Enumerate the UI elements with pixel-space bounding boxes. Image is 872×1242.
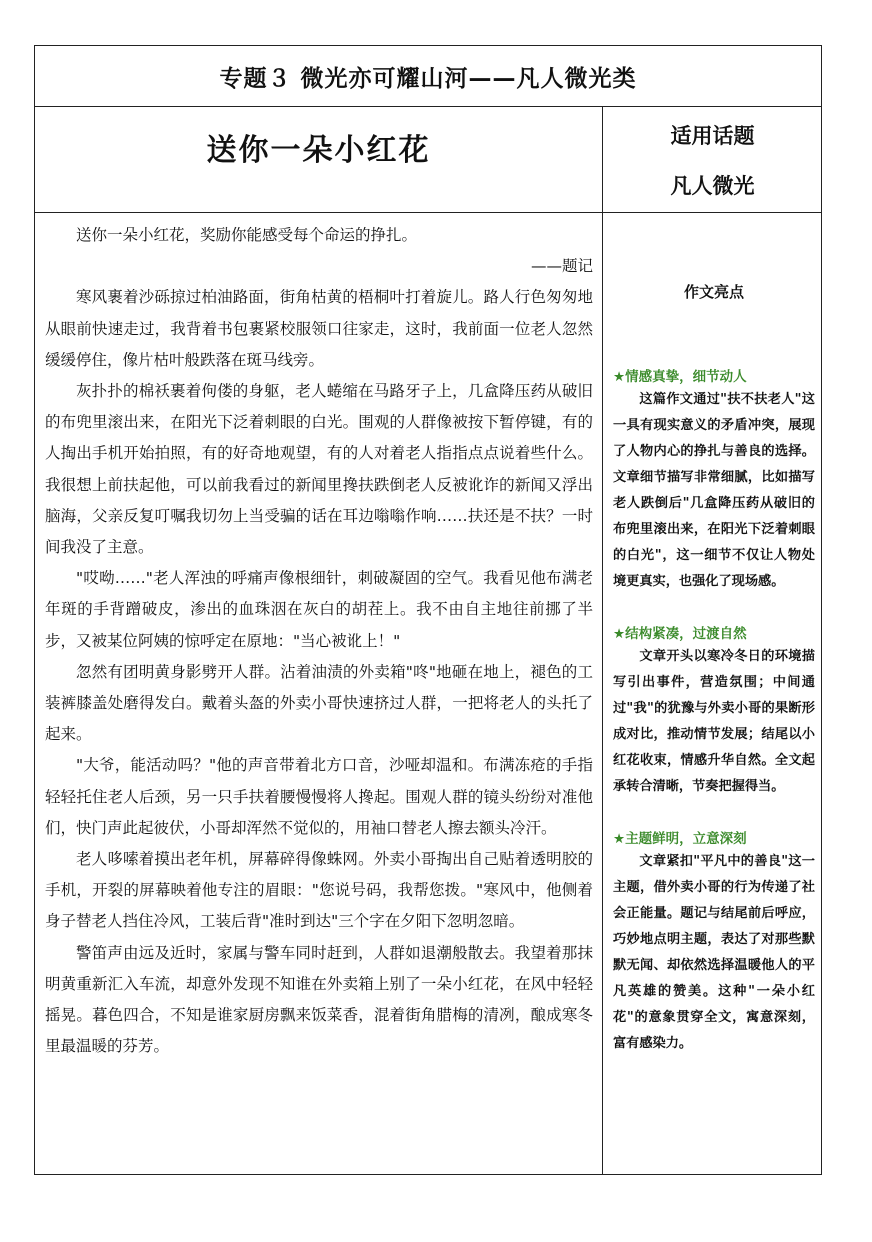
highlight-section-title: ★情感真挚，细节动人 <box>613 369 747 385</box>
highlights-title: 作文亮点 <box>683 283 744 301</box>
highlight-section-body: 这篇作文通过"扶不扶老人"这一具有现实意义的矛盾冲突，展现了人物内心的挣扎与善良的选择。文章细节描写非常细腻，比如描写老人跌倒后"几盒降压药从破旧的布兜里滚出来，在阳光下泛着刺眼的白光"，这一细节不仅让人物处境更真实，也强化了现场感。 <box>613 392 815 589</box>
essay-paragraph: "哎呦……"老人浑浊的呼痛声像根细针，刺破凝固的空气。我看见他布满老年斑的手背蹭破皮，渗出的血珠洇在灰白的胡茬上。我不由自主地往前挪了半步，又被某位阿姨的惊呼定在原地："当心被讹上！" <box>45 569 593 650</box>
highlights-column <box>613 212 815 1057</box>
essay-paragraph: 警笛声由远及近时，家属与警车同时赶到，人群如退潮般散去。我望着那抹明黄重新汇入车流，却意外发现不知谁在外卖箱上别了一朵小红花，在风中轻轻摇晃。暮色四合，不知是谁家厨房飘来饭菜香，混着街角腊梅的清冽，酿成寒冬里最温暖的芬芳。 <box>45 943 593 1056</box>
topic-value: 凡人微光 <box>670 174 755 198</box>
topic-header: 专题３ 微光亦可耀山河——凡人微光类 <box>35 46 821 107</box>
essay-paragraph: 老人哆嗦着摸出老年机，屏幕碎得像蛛网。外卖小哥掏出自己贴着透明胶的手机，开裂的屏幕映着他专注的眉眼："您说号码，我帮您拨。"寒风中，他侧着身子替老人挡住冷风，工装后背"准时到达"三个字在夕阳下忽明忽暗。 <box>45 850 593 931</box>
topic-label: 适用话题 <box>670 124 755 148</box>
essay-body <box>45 220 593 1062</box>
epigraph-signature: ——题记 <box>530 257 593 276</box>
essay-paragraph: 灰扑扑的棉袄裹着佝偻的身躯，老人蜷缩在马路牙子上，几盒降压药从破旧的布兜里滚出来，在阳光下泛着刺眼的白光。围观的人群像被按下暂停键，有的人掏出手机开始拍照，有的好奇地观望，有的人对着老人指指点点说着些什么。我很想上前扶起他，可以前我看过的新闻里搀扶跌倒老人反被讹诈的新闻又浮出脑海，父亲反复叮嘱我切勿上当受骗的话在耳边嗡嗡作响……扶还是不扶？一时间我没了主意。 <box>45 382 593 557</box>
highlight-section-title: ★主题鲜明，立意深刻 <box>613 831 747 847</box>
applicable-topic-cell <box>603 106 822 212</box>
highlight-section <box>613 829 815 1057</box>
highlight-section <box>613 367 815 595</box>
title-row <box>35 106 821 213</box>
column-divider <box>602 106 603 1175</box>
essay-paragraph: 忽然有团明黄身影劈开人群。沾着油渍的外卖箱"咚"地砸在地上，褪色的工装裤膝盖处磨得发白。戴着头盔的外卖小哥快速挤过人群，一把将老人的头托了起来。 <box>45 662 593 744</box>
epigraph: 送你一朵小红花，奖励你能感受每个命运的挣扎。 <box>76 226 418 244</box>
worksheet-table <box>34 45 822 1175</box>
highlight-section-body: 文章紧扣"平凡中的善良"这一主题，借外卖小哥的行为传递了社会正能量。题记与结尾前后呼应，巧妙地点明主题，表达了对那些默默无闻、却依然选择温暖他人的平凡英雄的赞美。这种"一朵小红花"的意象贯穿全文，寓意深刻，富有感染力。 <box>613 854 815 1051</box>
essay-title: 送你一朵小红花 <box>206 133 431 168</box>
highlight-section-title: ★结构紧凑，过渡自然 <box>613 626 747 642</box>
essay-paragraph: 寒风裹着沙砾掠过柏油路面，街角枯黄的梧桐叶打着旋儿。路人行色匆匆地从眼前快速走过，我背着书包裹紧校服领口往家走，这时，我前面一位老人忽然缓缓停住，像片枯叶般跌落在斑马线旁。 <box>45 288 593 369</box>
essay-paragraph: "大爷，能活动吗？"他的声音带着北方口音，沙哑却温和。布满冻疮的手指轻轻托住老人后颈，另一只手扶着腰慢慢将人搀起。围观人群的镜头纷纷对准他们，快门声此起彼伏，小哥却浑然不觉似的，用袖口替老人擦去额头冷汗。 <box>45 756 593 837</box>
highlight-section <box>613 624 815 800</box>
highlight-section-body: 文章开头以寒冷冬日的环境描写引出事件，营造氛围；中间通过"我"的犹豫与外卖小哥的果断形成对比，推动情节发展；结尾以小红花收束，情感升华自然。全文起承转合清晰，节奏把握得当。 <box>613 649 815 794</box>
